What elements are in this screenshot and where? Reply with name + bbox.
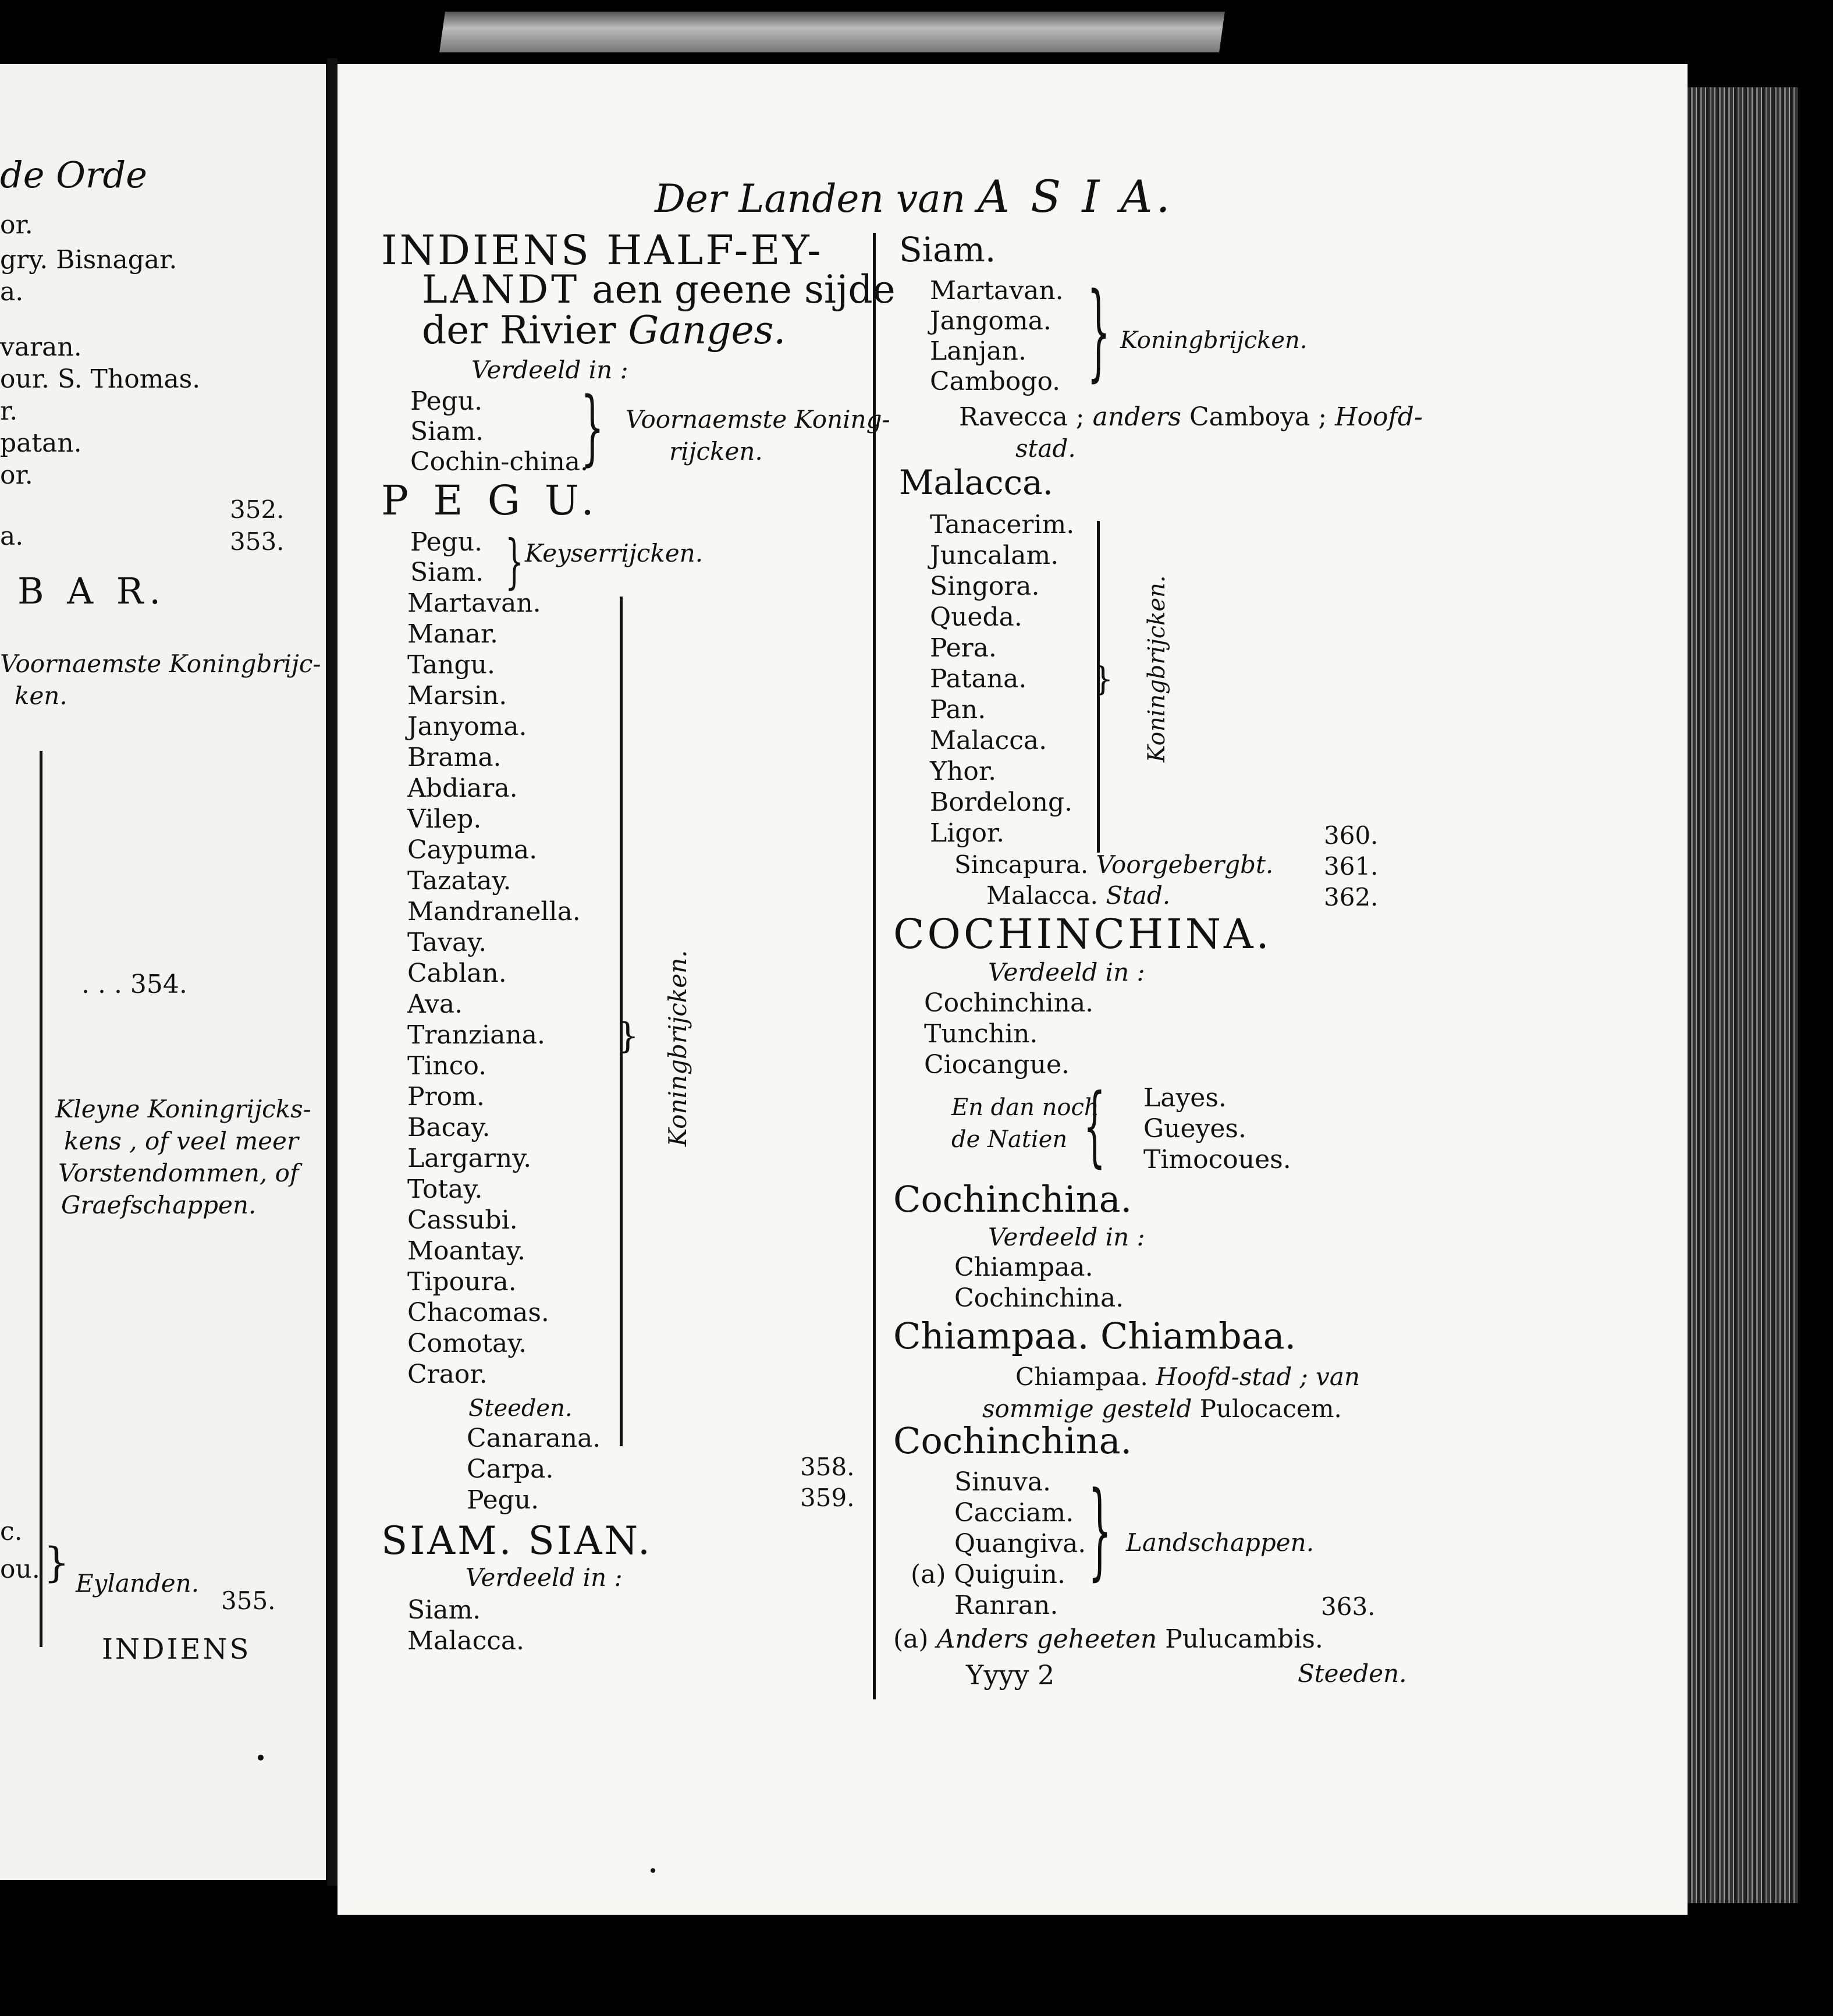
list-item: Cochinchina.: [954, 1283, 1124, 1313]
gutter: [327, 58, 338, 1886]
list-item: Martavan.: [407, 588, 541, 618]
left-group-label: ken.: [15, 682, 68, 710]
left-page: [0, 64, 326, 1880]
left-line: r.: [0, 396, 18, 426]
list-item: Martavan.: [930, 276, 1064, 306]
list-item: Tanacerim.: [930, 510, 1075, 540]
column-rule: [873, 233, 876, 1699]
brace: }: [1093, 661, 1114, 698]
group-label: de Natien: [951, 1126, 1068, 1153]
list-item: Ligor.: [930, 818, 1005, 848]
brace: }: [617, 1016, 640, 1056]
list-item: Jangoma.: [930, 306, 1052, 336]
left-line: patan.: [0, 428, 82, 458]
page-number: 363.: [1321, 1592, 1376, 1621]
group-label: Landschappen.: [1126, 1528, 1315, 1557]
list-item: Totay.: [407, 1174, 483, 1204]
list-item: Carpa.: [467, 1454, 554, 1484]
list-item: Pan.: [930, 695, 986, 725]
page-edges: [1688, 87, 1798, 1903]
list-item: Siam.: [410, 417, 484, 446]
left-header: de Orde: [0, 154, 147, 196]
footnote: (a) Anders geheeten Pulucambis.: [893, 1624, 1323, 1654]
list-item: Gueyes.: [1143, 1114, 1246, 1144]
list-item: Tinco.: [407, 1051, 487, 1081]
list-item: Chiampaa.: [954, 1252, 1093, 1282]
list-item: Moantay.: [407, 1236, 526, 1266]
section-heading: Cochinchina.: [893, 1178, 1132, 1220]
page-number: 361.: [1324, 852, 1379, 881]
section-heading: Malacca.: [899, 463, 1054, 502]
verdeeld-label: Verdeeld in :: [988, 958, 1145, 986]
list-item: Tranziana.: [407, 1020, 545, 1050]
left-line: our. S. Thomas.: [0, 364, 201, 394]
sincapura-line: Sincapura. Voorgebergbt.: [954, 850, 1274, 879]
list-item: Patana.: [930, 664, 1027, 694]
verdeeld-label: Verdeeld in :: [466, 1563, 623, 1592]
chiampaa-line: sommige gesteld Pulocacem.: [982, 1394, 1342, 1423]
list-item: Bacay.: [407, 1113, 491, 1142]
brace: }: [505, 527, 524, 595]
section-heading: Cochinchina.: [893, 1419, 1132, 1462]
list-item: Mandranella.: [407, 897, 581, 927]
group-label: Voornaemste Koning-: [626, 405, 890, 434]
list-item: Abdiara.: [407, 773, 518, 803]
list-item: Craor.: [407, 1360, 488, 1389]
section-title: INDIENS HALF-EY-: [381, 226, 823, 274]
list-item: Cassubi.: [407, 1205, 518, 1235]
list-item: Ranran.: [954, 1591, 1058, 1620]
section-heading: Siam.: [899, 230, 996, 269]
brace-rule: [40, 751, 42, 1647]
list-item: Malacca.: [930, 726, 1047, 755]
section-heading: Chiampaa. Chiambaa.: [893, 1315, 1296, 1357]
list-item: Timocoues.: [1143, 1145, 1291, 1174]
section-title: der Rivier Ganges.: [422, 308, 786, 353]
group-label: Koningbrijcken.: [663, 950, 692, 1147]
left-line: ou.: [0, 1554, 40, 1584]
list-item: Prom.: [407, 1082, 485, 1112]
steeden-label: Steeden.: [468, 1395, 573, 1422]
left-line: a.: [0, 521, 24, 551]
page-number: 362.: [1324, 883, 1379, 911]
left-line: a.: [0, 277, 24, 307]
brace: }: [1087, 271, 1111, 392]
page-number: 353.: [230, 527, 285, 556]
left-group-label: Graefschappen.: [61, 1191, 257, 1219]
list-item: Siam.: [407, 1595, 481, 1625]
brace: }: [1083, 1076, 1106, 1177]
section-heading: P E G U.: [381, 477, 600, 524]
brace: }: [1088, 1470, 1112, 1591]
list-item: Tunchin.: [924, 1019, 1038, 1049]
section-heading: COCHINCHINA.: [893, 910, 1272, 958]
binding-strip: [439, 12, 1225, 52]
list-item: Bordelong.: [930, 787, 1073, 817]
verdeeld-label: Verdeeld in :: [988, 1223, 1145, 1251]
group-label: Keyserrijcken.: [525, 539, 704, 567]
dots-page: . . . 354.: [81, 970, 187, 999]
brace: }: [44, 1539, 70, 1586]
ink-dot: [651, 1868, 655, 1873]
section-heading: B A R.: [17, 570, 167, 612]
list-item: Cambogo.: [930, 367, 1061, 396]
list-item: Lanjan.: [930, 336, 1026, 366]
list-item: Cacciam.: [954, 1498, 1074, 1528]
list-item: Yhor.: [930, 757, 997, 786]
list-item: Ava.: [407, 989, 463, 1019]
left-line: or.: [0, 210, 33, 240]
left-line: c.: [0, 1517, 23, 1546]
list-item: Malacca.: [407, 1626, 525, 1656]
catchword: Steeden.: [1298, 1659, 1407, 1688]
list-item: Tazatay.: [407, 866, 511, 896]
ravecca-line: Ravecca ; anders Camboya ; Hoofd-: [959, 402, 1423, 432]
list-item: Layes.: [1143, 1083, 1227, 1113]
list-item: Cablan.: [407, 959, 507, 988]
list-item: Pera.: [930, 633, 997, 663]
list-item: Chacomas.: [407, 1298, 549, 1328]
list-item: Quangiva.: [954, 1529, 1086, 1559]
list-item: Ciocangue.: [924, 1050, 1070, 1080]
page-number: 360.: [1324, 821, 1379, 850]
list-item: Queda.: [930, 602, 1022, 632]
verdeeld-label: Verdeeld in :: [471, 356, 628, 384]
list-item: Cochinchina.: [924, 988, 1094, 1018]
list-item: Siam.: [410, 558, 484, 587]
list-item: Singora.: [930, 572, 1040, 601]
list-item: (a) Quiguin.: [911, 1560, 1065, 1589]
group-label: Koningbrijcken.: [1143, 575, 1170, 762]
list-item: Marsin.: [407, 681, 507, 711]
page-number: 358.: [800, 1453, 855, 1481]
ink-dot: [258, 1755, 264, 1761]
left-line: varan.: [0, 332, 82, 362]
list-item: Canarana.: [467, 1424, 601, 1453]
running-head: Der Landen van A S I A.: [655, 171, 1174, 222]
page-number: 355.: [221, 1586, 276, 1615]
brace: }: [581, 380, 605, 475]
list-item: Pegu.: [410, 527, 483, 557]
list-item: Brama.: [407, 743, 502, 772]
left-group-label: Vorstendommen, of: [58, 1159, 299, 1187]
page-number: 352.: [230, 495, 285, 524]
group-label: rijcken.: [669, 437, 763, 466]
left-group-label: Voornaemste Koningbrijc-: [0, 649, 321, 678]
group-label: Koningbrijcken.: [1120, 327, 1308, 354]
malacca-city-line: Malacca. Stad.: [986, 881, 1171, 910]
list-item: Cochin-china.: [410, 447, 589, 477]
list-item: Vilep.: [407, 804, 482, 834]
left-group-label: kens , of veel meer: [64, 1127, 299, 1155]
list-item: Pegu.: [410, 386, 483, 416]
list-item: Tipoura.: [407, 1267, 517, 1297]
group-label: En dan noch: [951, 1094, 1099, 1121]
page-number: 359.: [800, 1483, 855, 1512]
left-line: or.: [0, 460, 33, 490]
section-heading: SIAM. SIAN.: [381, 1518, 652, 1563]
chiampaa-line: Chiampaa. Hoofd-stad ; van: [1015, 1362, 1360, 1391]
section-title: LANDT aen geene sijde: [422, 267, 896, 312]
list-item: Caypuma.: [407, 835, 538, 865]
catchword: INDIENS: [102, 1633, 251, 1666]
list-item: Janyoma.: [407, 712, 527, 741]
ravecca-line: stad.: [1015, 434, 1076, 463]
list-item: Tavay.: [407, 928, 487, 957]
list-item: Largarny.: [407, 1144, 532, 1173]
list-item: Comotay.: [407, 1329, 527, 1358]
list-item: Manar.: [407, 619, 499, 649]
left-line: gry. Bisnagar.: [0, 245, 177, 275]
left-group-label: Eylanden.: [76, 1569, 200, 1598]
list-item: Juncalam.: [930, 541, 1059, 570]
right-page: [338, 64, 1688, 1915]
list-item: Tangu.: [407, 650, 495, 680]
left-group-label: Kleyne Koningrijcks-: [55, 1095, 311, 1123]
list-item: Pegu.: [467, 1485, 539, 1515]
signature-mark: Yyyy 2: [966, 1659, 1055, 1691]
list-item: Sinuva.: [954, 1467, 1051, 1497]
